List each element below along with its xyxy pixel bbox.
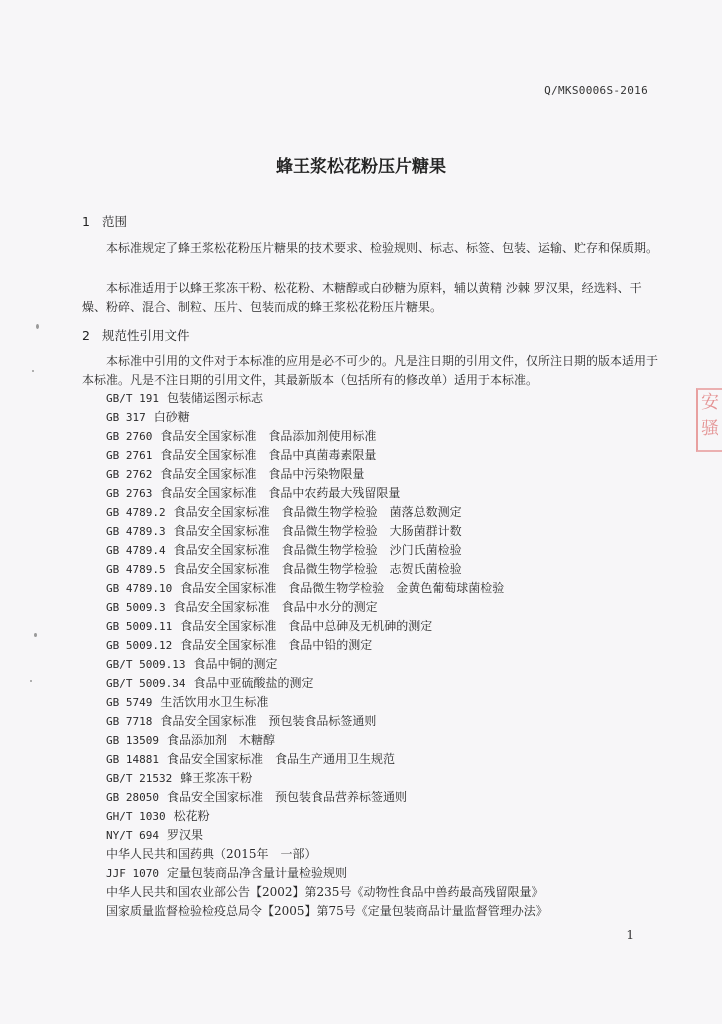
reference-code: GB 4789.5 — [106, 563, 166, 576]
reference-code: JJF 1070 — [106, 867, 159, 880]
reference-code: GB 14881 — [106, 753, 159, 766]
reference-code: GB 2762 — [106, 468, 153, 481]
section-2-title: 规范性引用文件 — [102, 328, 190, 343]
reference-item — [106, 541, 666, 560]
reference-item — [106, 674, 666, 693]
reference-code: GB/T 5009.13 — [106, 658, 186, 671]
scope-paragraph-2: 本标准适用于以蜂王浆冻干粉、松花粉、木糖醇或白砂糖为原料，辅以黄精 沙棘 罗汉果，经选料、干燥、粉碎、混合、制粒、压片、包装而成的蜂王浆松花粉压片糖果。 — [82, 281, 642, 314]
reference-item — [106, 883, 666, 902]
reference-title: 中华人民共和国药典（2015年 一部） — [106, 847, 317, 861]
reference-code: GB 5009.11 — [106, 620, 173, 633]
scan-speck — [34, 633, 37, 637]
reference-item — [106, 655, 666, 674]
reference-title: 白砂糖 — [153, 410, 190, 424]
reference-title: 食品安全国家标准 食品中铅的测定 — [180, 638, 373, 652]
reference-item — [106, 731, 666, 750]
reference-code: GB 4789.10 — [106, 582, 173, 595]
reference-item — [106, 864, 666, 883]
reference-code: GB 5009.12 — [106, 639, 173, 652]
reference-item — [106, 769, 666, 788]
reference-title: 定量包装商品净含量计量检验规则 — [166, 866, 347, 880]
section-2-number: 2 — [82, 328, 90, 343]
reference-title: 国家质量监督检验检疫总局令【2005】第75号《定量包装商品计量监督管理办法》 — [106, 904, 548, 918]
stamp-char: 安 — [701, 392, 719, 413]
reference-item — [106, 807, 666, 826]
reference-item — [106, 636, 666, 655]
scan-speck — [32, 370, 34, 372]
reference-item — [106, 693, 666, 712]
red-seal-stamp — [696, 388, 722, 452]
reference-title: 食品安全国家标准 食品微生物学检验 志贺氏菌检验 — [173, 562, 462, 576]
reference-item — [106, 560, 666, 579]
reference-title: 食品安全国家标准 食品中污染物限量 — [160, 467, 365, 481]
reference-title: 食品安全国家标准 食品微生物学检验 菌落总数测定 — [173, 505, 462, 519]
normative-references-intro: 本标准中引用的文件对于本标准的应用是必不可少的。凡是注日期的引用文件，仅所注日期的版本适用于本标准。凡是不注日期的引用文件，其最新版本（包括所有的修改单）适用于本标准。 — [82, 354, 659, 387]
reference-item — [106, 712, 666, 731]
reference-code: GB 28050 — [106, 791, 159, 804]
reference-item — [106, 446, 666, 465]
reference-code: NY/T 694 — [106, 829, 159, 842]
reference-code: GB 5749 — [106, 696, 153, 709]
reference-code: GB 4789.3 — [106, 525, 166, 538]
reference-title: 食品安全国家标准 食品中真菌毒素限量 — [160, 448, 377, 462]
reference-title: 食品添加剂 木糖醇 — [166, 733, 275, 747]
reference-title: 食品安全国家标准 食品微生物学检验 大肠菌群计数 — [173, 524, 462, 538]
reference-item — [106, 579, 666, 598]
reference-item — [106, 598, 666, 617]
reference-title: 蜂王浆冻干粉 — [180, 771, 253, 785]
scope-paragraph-1: 本标准规定了蜂王浆松花粉压片糖果的技术要求、检验规则、标志、标签、包装、运输、贮存和保质期。 — [106, 241, 659, 255]
reference-title: 食品安全国家标准 食品微生物学检验 沙门氏菌检验 — [173, 543, 462, 557]
document-title: 蜂王浆松花粉压片糖果 — [276, 157, 446, 177]
reference-code: GH/T 1030 — [106, 810, 166, 823]
reference-item — [106, 503, 666, 522]
reference-title: 食品安全国家标准 食品微生物学检验 金黄色葡萄球菌检验 — [180, 581, 505, 595]
reference-title: 罗汉果 — [166, 828, 203, 842]
reference-item — [106, 750, 666, 769]
reference-title: 松花粉 — [173, 809, 210, 823]
reference-code: GB 4789.4 — [106, 544, 166, 557]
reference-item — [106, 617, 666, 636]
reference-item — [106, 389, 666, 408]
reference-code: GB 2760 — [106, 430, 153, 443]
reference-item — [106, 826, 666, 845]
reference-title: 食品安全国家标准 食品中农药最大残留限量 — [160, 486, 401, 500]
reference-title: 中华人民共和国农业部公告【2002】第235号《动物性食品中兽药最高残留限量》 — [106, 885, 544, 899]
reference-item — [106, 465, 666, 484]
reference-title: 包装储运图示标志 — [166, 391, 263, 405]
reference-title: 食品安全国家标准 食品中总砷及无机砷的测定 — [180, 619, 433, 633]
reference-code: GB 7718 — [106, 715, 153, 728]
section-1-number: 1 — [82, 214, 90, 229]
reference-title: 食品中铜的测定 — [193, 657, 278, 671]
reference-item — [106, 408, 666, 427]
stamp-char: 骚 — [701, 418, 719, 439]
page-number: 1 — [626, 928, 634, 942]
reference-item — [106, 902, 666, 921]
reference-item — [106, 427, 666, 446]
section-2-heading — [82, 326, 190, 344]
reference-item — [106, 845, 666, 864]
reference-list — [106, 389, 666, 921]
reference-code: GB 13509 — [106, 734, 159, 747]
reference-code: GB 317 — [106, 411, 146, 424]
scan-speck — [30, 680, 32, 682]
reference-title: 食品安全国家标准 食品中水分的测定 — [173, 600, 378, 614]
section-1-title: 范围 — [102, 214, 128, 229]
reference-title: 食品安全国家标准 预包装食品营养标签通则 — [166, 790, 407, 804]
reference-item — [106, 522, 666, 541]
reference-code: GB/T 5009.34 — [106, 677, 186, 690]
reference-code: GB 5009.3 — [106, 601, 166, 614]
reference-item — [106, 484, 666, 503]
reference-title: 食品安全国家标准 食品添加剂使用标准 — [160, 429, 377, 443]
reference-code: GB 4789.2 — [106, 506, 166, 519]
scan-speck — [36, 324, 39, 329]
reference-item — [106, 788, 666, 807]
reference-title: 生活饮用水卫生标准 — [160, 695, 269, 709]
reference-code: GB/T 191 — [106, 392, 159, 405]
reference-code: GB/T 21532 — [106, 772, 173, 785]
section-1-heading — [82, 212, 127, 230]
reference-title: 食品中亚硫酸盐的测定 — [193, 676, 314, 690]
reference-code: GB 2761 — [106, 449, 153, 462]
standard-code: Q/MKS0006S-2016 — [544, 84, 648, 97]
reference-code: GB 2763 — [106, 487, 153, 500]
reference-title: 食品安全国家标准 预包装食品标签通则 — [160, 714, 377, 728]
reference-title: 食品安全国家标准 食品生产通用卫生规范 — [166, 752, 395, 766]
